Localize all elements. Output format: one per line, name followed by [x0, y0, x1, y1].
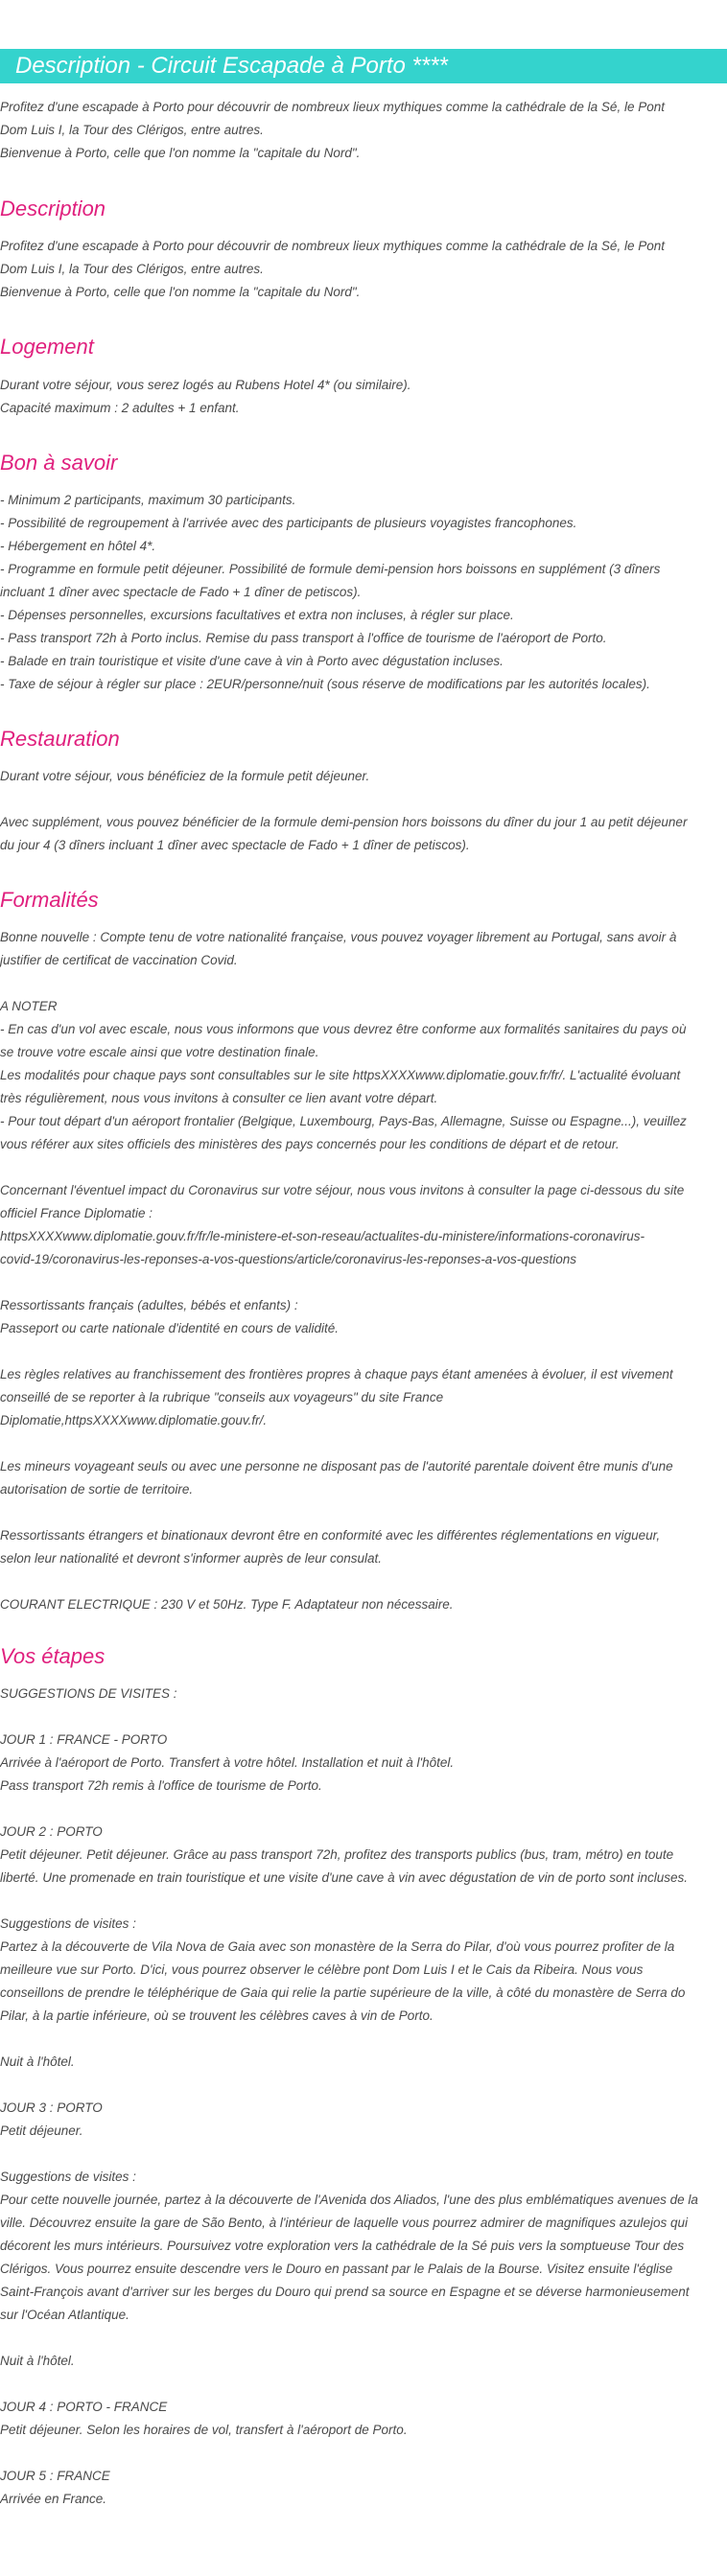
etapes-text: SUGGESTIONS DE VISITES : JOUR 1 : FRANCE - PORTO Arrivée à l'aéroport de Porto. Transfert à votre hôtel. Installation et nuit à l'hôtel. Pass transport 72h remis à l'office de tourisme de Porto. JOUR 2 : PORTO Petit déjeuner. Petit déjeuner. Grâce au pass transport 72h, profitez des transports publics (bus, tram, métro) en toute liberté. Une promenade en train touristique et une visite d'une cave à vin avec dégustation de vin de porto sont incluses. Suggestions de visites : Partez à la découverte de Vila Nova de Gaia avec son monastère de la Serra do Pilar, d'où vous pourrez profiter de la meilleure vue sur Porto. D'ici, vous pourrez observer le célèbre pont Dom Luis I et le Cais da Ribeira. Nous vous conseillons de prendre le téléphérique de Gaia qui relie la partie supérieure de la ville, à côté du monastère de Serra do Pilar, à la partie inférieure, où se trouvent les célèbres caves à vin de Porto. Nuit à l'hôtel. JOUR 3 : PORTO Petit déjeuner. Suggestions de visites : Pour cette nouvelle journée, partez à la découverte de l'Avenida dos Aliados, l'une des plus emblématiques avenues de la ville. Découvrez ensuite la gare de São Bento, à l'intérieur de laquelle vous pourrez admirer de magnifiques azulejos qui décorent les murs intérieurs. Poursuivez votre exploration vers la cathédrale de la Sé puis vers la somptueuse Tour des Clérigos. Vous pourrez ensuite descendre vers le Douro en passant par le Palais de la Bourse. Visitez ensuite l'église Saint-François avant d'arriver sur les berges du Douro qui prend sa source en Espagne et se déverse harmonieusement sur l'Océan Atlantique. Nuit à l'hôtel. JOUR 4 : PORTO - FRANCE Petit déjeuner. Selon les horaires de vol, transfert à l'aéroport de Porto. JOUR 5 : FRANCE Arrivée en France.	[0, 1686, 698, 2506]
description-text: Profitez d'une escapade à Porto pour découvrir de nombreux lieux mythiques comme la cathédrale de la Sé, le Pont Dom Luis I, la Tour des Clérigos, entre autres. Bienvenue à Porto, celle que l'on nomme la "capitale du Nord".	[0, 239, 665, 299]
page-title: Description - Circuit Escapade à Porto ****	[15, 53, 448, 79]
section-title-logement: Logement	[0, 335, 94, 359]
section-title-description: Description	[0, 197, 106, 220]
logement-block	[0, 374, 715, 420]
section-title-etapes: Vos étapes	[0, 1644, 106, 1668]
section-title-restauration: Restauration	[0, 727, 120, 751]
intro-block	[0, 96, 715, 165]
restauration-text: Durant votre séjour, vous bénéficiez de la formule petit déjeuner. Avec supplément, vous pouvez bénéficier de la formule demi-pension hors boissons du dîner du jour 1 au petit déjeuner du jour 4 (3 dîners incluant 1 dîner avec spectacle de Fado + 1 dîner de petiscos).	[0, 769, 688, 852]
logement-text: Durant votre séjour, vous serez logés au Rubens Hotel 4* (ou similaire). Capacité maximum : 2 adultes + 1 enfant.	[0, 378, 411, 415]
intro-text: Profitez d'une escapade à Porto pour découvrir de nombreux lieux mythiques comme la cathédrale de la Sé, le Pont Dom Luis I, la Tour des Clérigos, entre autres. Bienvenue à Porto, celle que l'on nomme la "capitale du Nord".	[0, 100, 665, 160]
title-banner	[0, 49, 727, 83]
bon-a-savoir-text: - Minimum 2 participants, maximum 30 participants. - Possibilité de regroupement à l'arrivée avec des participants de plusieurs voyagistes francophones. - Hébergement en hôtel 4*. - Programme en formule petit déjeuner. Possibilité de formule demi-pension hors boissons en supplément (3 dîners incluant 1 dîner avec spectacle de Fado + 1 dîner de petiscos). - Dépenses personnelles, excursions facultatives et extra non incluses, à régler sur place. - Pass transport 72h à Porto inclus. Remise du pass transport à l'office de tourisme de l'aéroport de Porto. - Balade en train touristique et visite d'une cave à vin à Porto avec dégustation incluses. - Taxe de séjour à régler sur place : 2EUR/personne/nuit (sous réserve de modifications par les autorités locales).	[0, 493, 661, 691]
etapes-block	[0, 1683, 715, 2511]
bon-a-savoir-block	[0, 489, 715, 696]
section-title-bon-a-savoir: Bon à savoir	[0, 451, 118, 475]
formalites-block	[0, 926, 715, 1616]
description-block	[0, 235, 715, 304]
restauration-block	[0, 765, 715, 857]
formalites-text: Bonne nouvelle : Compte tenu de votre nationalité française, vous pouvez voyager librement au Portugal, sans avoir à justifier de certificat de vaccination Covid. A NOTER - En cas d'un vol avec escale, nous vous informons que vous devrez être conforme aux formalités sanitaires du pays où se trouve votre escale ainsi que votre destination finale. Les modalités pour chaque pays sont consultables sur le site httpsXXXXwww.diplomatie.gouv.fr/fr/. L'actualité évoluant très régulièrement, nous vous invitons à consulter ce lien avant votre départ. - Pour tout départ d'un aéroport frontalier (Belgique, Luxembourg, Pays-Bas, Allemagne, Suisse ou Espagne...), veuillez vous référer aux sites officiels des ministères des pays concernés pour les conditions de départ et de retour. Concernant l'éventuel impact du Coronavirus sur votre séjour, nous vous invitons à consulter la page ci-dessous du site officiel France Diplomatie : httpsXXXXwww.diplomatie.gouv.fr/fr/le-ministere-et-son-reseau/actualites-du-ministere/informations-coronavirus- covid-19/coronavirus-les-reponses-a-vos-questions/article/coronavirus-les-reponses-a-vos-questions Ressortissants français (adultes, bébés et enfants) : Passeport ou carte nationale d'identité en cours de validité. Les règles relatives au franchissement des frontières propres à chaque pays étant amenées à évoluer, il est vivement conseillé de se reporter à la rubrique "conseils aux voyageurs" du site France Diplomatie,httpsXXXXwww.diplomatie.gouv.fr/. Les mineurs voyageant seuls ou avec une personne ne disposant pas de l'autorité parentale doivent être munis d'une autorisation de sortie de territoire. Ressortissants étrangers et binationaux devront être en conformité avec les différentes réglementations en vigueur, selon leur nationalité et devront s'informer auprès de leur consulat. COURANT ELECTRIQUE : 230 V et 50Hz. Type F. Adaptateur non nécessaire.	[0, 930, 687, 1612]
section-title-formalites: Formalités	[0, 888, 99, 912]
